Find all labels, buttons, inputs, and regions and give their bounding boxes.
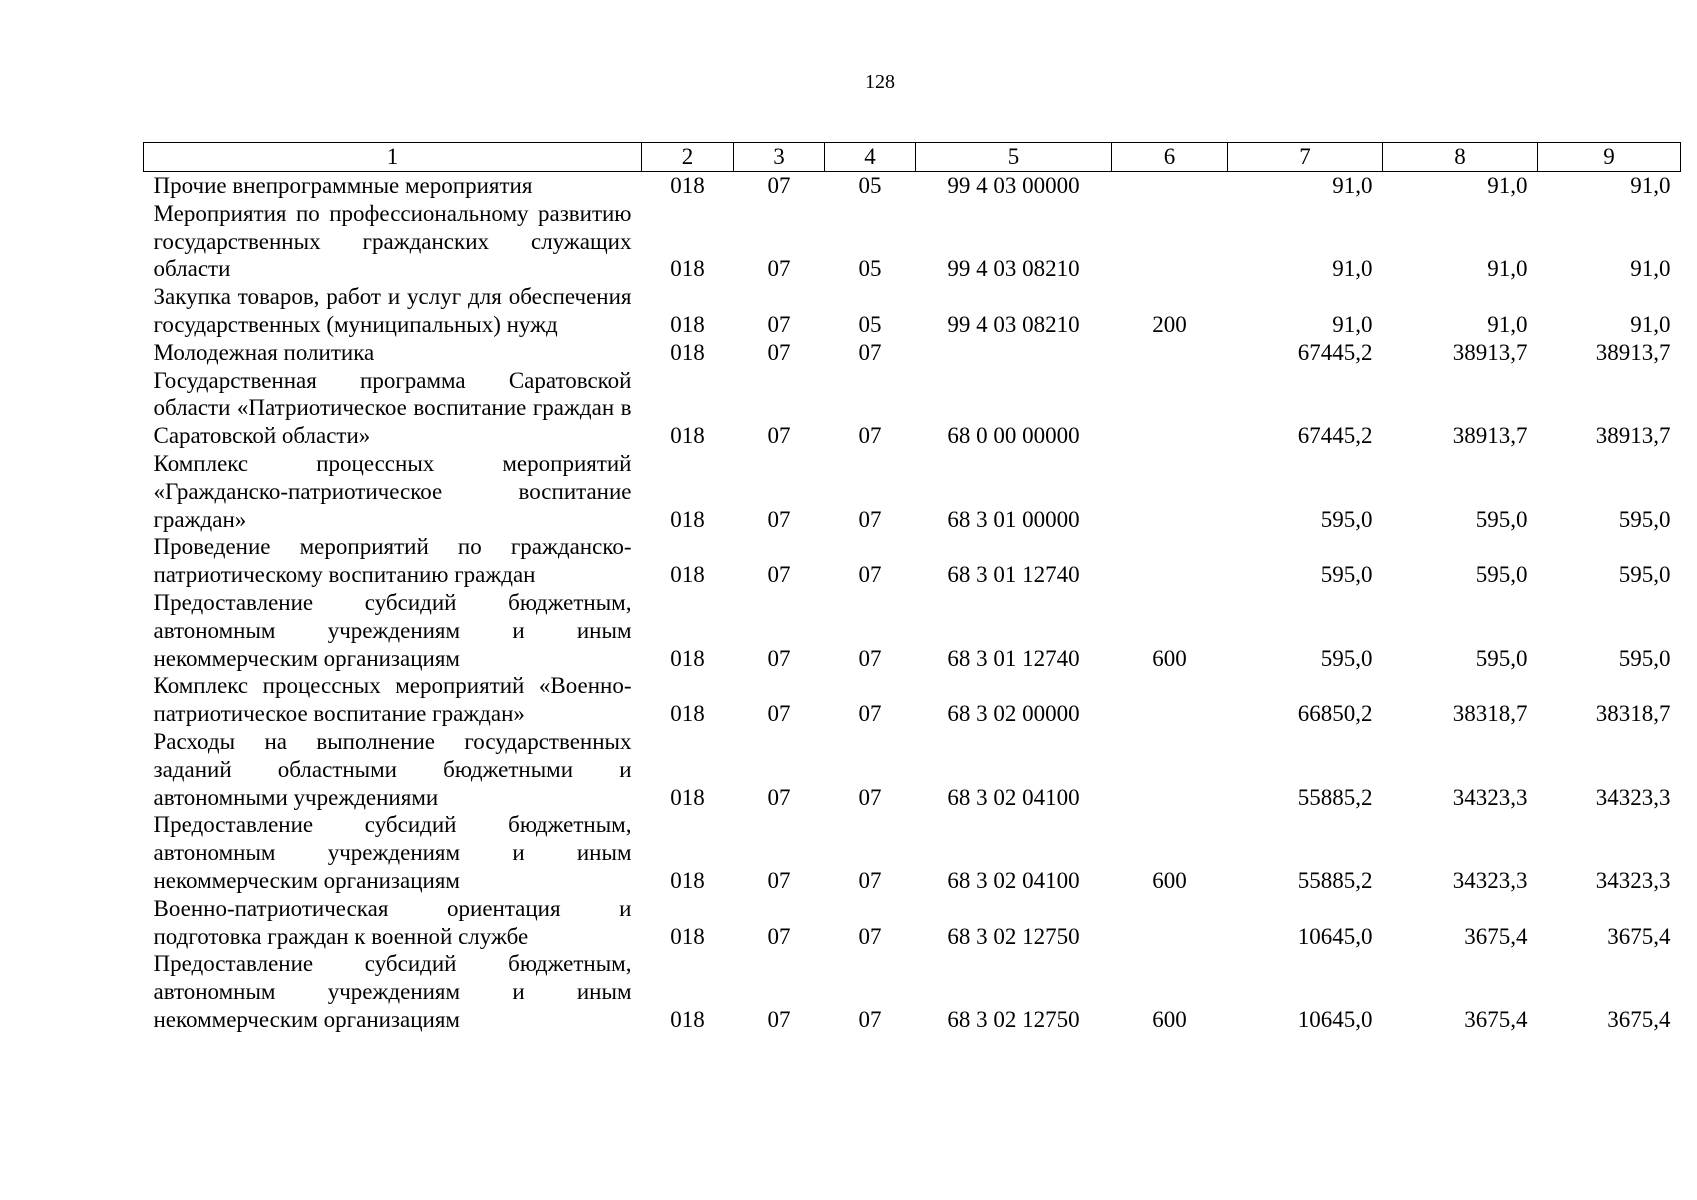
row-name: Проведение мероприятий по гражданско-патриотическому воспитанию граждан [153,534,632,588]
row-amount-9: 38318,7 [1595,701,1671,727]
row-amount-9: 34323,3 [1595,867,1671,893]
row-subsection-code: 07 [858,923,882,949]
row-expense-type [1112,533,1228,589]
row-section-code: 07 [767,923,791,949]
row-amount-8: 38318,7 [1452,701,1528,727]
row-amount-7: 66850,2 [1297,701,1373,727]
row-name: Предоставление субсидий бюджетным, автономным учреждениям и иным некоммерческим организациям [153,812,632,893]
header-cell-1: 1 [144,143,642,172]
row-amount-9: 3675,4 [1607,1006,1671,1032]
row-amount-9: 595,0 [1618,562,1671,588]
table-row [144,895,1681,951]
row-section-code: 07 [767,784,791,810]
row-section-code: 07 [767,256,791,282]
row-subsection-code: 07 [858,1006,882,1032]
row-amount-7: 67445,2 [1297,339,1373,365]
row-expense-type [1112,200,1228,283]
row-target-article: 68 3 02 04100 [947,867,1080,893]
row-ministry-code: 018 [670,645,705,671]
row-amount-9: 34323,3 [1595,784,1671,810]
row-amount-7: 91,0 [1332,256,1373,282]
row-target-article: 68 3 01 12740 [947,645,1080,671]
table-row [144,533,1681,589]
row-section-code: 07 [767,1006,791,1032]
table-row [144,200,1681,283]
row-expense-type [1112,728,1228,811]
row-ministry-code: 018 [670,173,705,198]
row-amount-7: 91,0 [1332,173,1373,198]
row-section-code: 07 [767,701,791,727]
row-amount-9: 38913,7 [1595,423,1671,449]
row-ministry-code: 018 [670,562,705,588]
row-amount-8: 34323,3 [1452,867,1528,893]
row-amount-9: 91,0 [1630,311,1671,337]
row-amount-7: 91,0 [1332,311,1373,337]
row-ministry-code: 018 [670,256,705,282]
table-row [144,950,1681,1033]
row-amount-7: 55885,2 [1297,784,1373,810]
row-amount-9: 38913,7 [1595,339,1671,365]
header-cell-2: 2 [642,143,734,172]
table-header [144,143,1681,172]
row-amount-9: 3675,4 [1607,923,1671,949]
row-expense-type: 600 [1152,645,1187,671]
row-ministry-code: 018 [670,506,705,532]
row-amount-8: 91,0 [1487,256,1528,282]
row-amount-8: 595,0 [1475,506,1528,532]
row-ministry-code: 018 [670,1006,705,1032]
row-ministry-code: 018 [670,339,705,365]
header-cell-7: 7 [1228,143,1383,172]
row-ministry-code: 018 [670,867,705,893]
row-target-article: 68 3 02 12750 [947,1006,1080,1032]
row-ministry-code: 018 [670,423,705,449]
row-section-code: 07 [767,645,791,671]
table-body [144,172,1681,1034]
header-cell-8: 8 [1383,143,1538,172]
row-subsection-code: 05 [858,311,882,337]
row-amount-8: 91,0 [1487,311,1528,337]
row-section-code: 07 [767,339,791,365]
row-subsection-code: 07 [858,701,882,727]
row-name: Прочие внепрограммные мероприятия [153,173,533,198]
row-section-code: 07 [767,506,791,532]
table-row [144,172,1681,200]
header-cell-3: 3 [734,143,825,172]
row-target-article: 68 3 01 00000 [947,506,1080,532]
row-amount-7: 595,0 [1320,562,1373,588]
row-subsection-code: 07 [858,645,882,671]
page-number: 128 [865,71,895,93]
header-cell-9: 9 [1538,143,1681,172]
row-section-code: 07 [767,173,791,198]
row-expense-type [1112,672,1228,728]
row-name: Мероприятия по профессиональному развитию государственных гражданских служащих области [153,200,632,282]
row-target-article: 99 4 03 08210 [947,311,1080,337]
row-amount-8: 91,0 [1487,173,1528,198]
row-name: Комплекс процессных мероприятий «Гражданско-патриотическое воспитание граждан» [153,450,632,532]
row-target-article: 68 3 02 12750 [947,923,1080,949]
row-expense-type [1112,367,1228,450]
row-subsection-code: 07 [858,562,882,588]
row-section-code: 07 [767,562,791,588]
row-expense-type [1112,172,1228,200]
row-name: Предоставление субсидий бюджетным, автономным учреждениям и иным некоммерческим организациям [153,951,632,1032]
row-name: Предоставление субсидий бюджетным, автономным учреждениям и иным некоммерческим организациям [153,589,632,671]
row-subsection-code: 05 [858,173,882,198]
row-section-code: 07 [767,867,791,893]
row-ministry-code: 018 [670,784,705,810]
table-row [144,728,1681,811]
row-amount-8: 38913,7 [1452,339,1528,365]
table-row [144,589,1681,672]
row-amount-8: 34323,3 [1452,784,1528,810]
row-amount-9: 595,0 [1618,645,1671,671]
row-subsection-code: 07 [858,506,882,532]
row-subsection-code: 07 [858,423,882,449]
row-name: Комплекс процессных мероприятий «Военно-патриотическое воспитание граждан» [153,673,632,727]
row-name: Закупка товаров, работ и услуг для обеспечения государственных (муниципальных) нужд [153,284,632,337]
row-expense-type [1112,895,1228,951]
row-subsection-code: 07 [858,784,882,810]
row-amount-7: 595,0 [1320,645,1373,671]
row-amount-8: 3675,4 [1464,1006,1528,1032]
row-expense-type: 600 [1152,1006,1187,1032]
row-name: Государственная программа Саратовской области «Патриотическое воспитание граждан в Саратовской области» [153,367,632,449]
row-expense-type: 200 [1152,311,1187,337]
row-target-article: 68 3 02 04100 [947,784,1080,810]
table-row [144,672,1681,728]
header-cell-4: 4 [825,143,916,172]
table-row [144,811,1681,894]
row-name: Расходы на выполнение государственных заданий областными бюджетными и автономными учреждениями [153,728,632,810]
table-row [144,367,1681,450]
row-amount-8: 595,0 [1475,645,1528,671]
row-target-article: 68 0 00 00000 [947,423,1080,449]
row-amount-9: 91,0 [1630,256,1671,282]
row-ministry-code: 018 [670,923,705,949]
row-amount-7: 55885,2 [1297,867,1373,893]
row-amount-8: 3675,4 [1464,923,1528,949]
row-amount-8: 595,0 [1475,562,1528,588]
table-row [144,450,1681,533]
row-target-article: 99 4 03 08210 [947,256,1080,282]
row-expense-type: 600 [1152,867,1187,893]
row-ministry-code: 018 [670,701,705,727]
row-section-code: 07 [767,311,791,337]
row-amount-7: 10645,0 [1297,1006,1373,1032]
row-subsection-code: 07 [858,867,882,893]
row-subsection-code: 05 [858,256,882,282]
budget-table [143,142,1681,1034]
header-cell-5: 5 [916,143,1112,172]
row-expense-type [1112,339,1228,367]
table-row [144,339,1681,367]
row-expense-type [1112,450,1228,533]
row-amount-7: 67445,2 [1297,423,1373,449]
row-target-article: 68 3 01 12740 [947,562,1080,588]
row-amount-9: 91,0 [1630,173,1671,198]
row-subsection-code: 07 [858,339,882,365]
table-row [144,283,1681,339]
row-name: Военно-патриотическая ориентация и подготовка граждан к военной службе [153,895,632,949]
row-section-code: 07 [767,423,791,449]
row-ministry-code: 018 [670,311,705,337]
row-name: Молодежная политика [153,339,375,365]
row-amount-8: 38913,7 [1452,423,1528,449]
row-amount-9: 595,0 [1618,506,1671,532]
row-target-article: 68 3 02 00000 [947,701,1080,727]
row-target-article [916,339,1112,367]
row-target-article: 99 4 03 00000 [947,173,1080,198]
row-amount-7: 10645,0 [1297,923,1373,949]
header-row [144,143,1681,172]
header-cell-6: 6 [1112,143,1228,172]
row-amount-7: 595,0 [1320,506,1373,532]
